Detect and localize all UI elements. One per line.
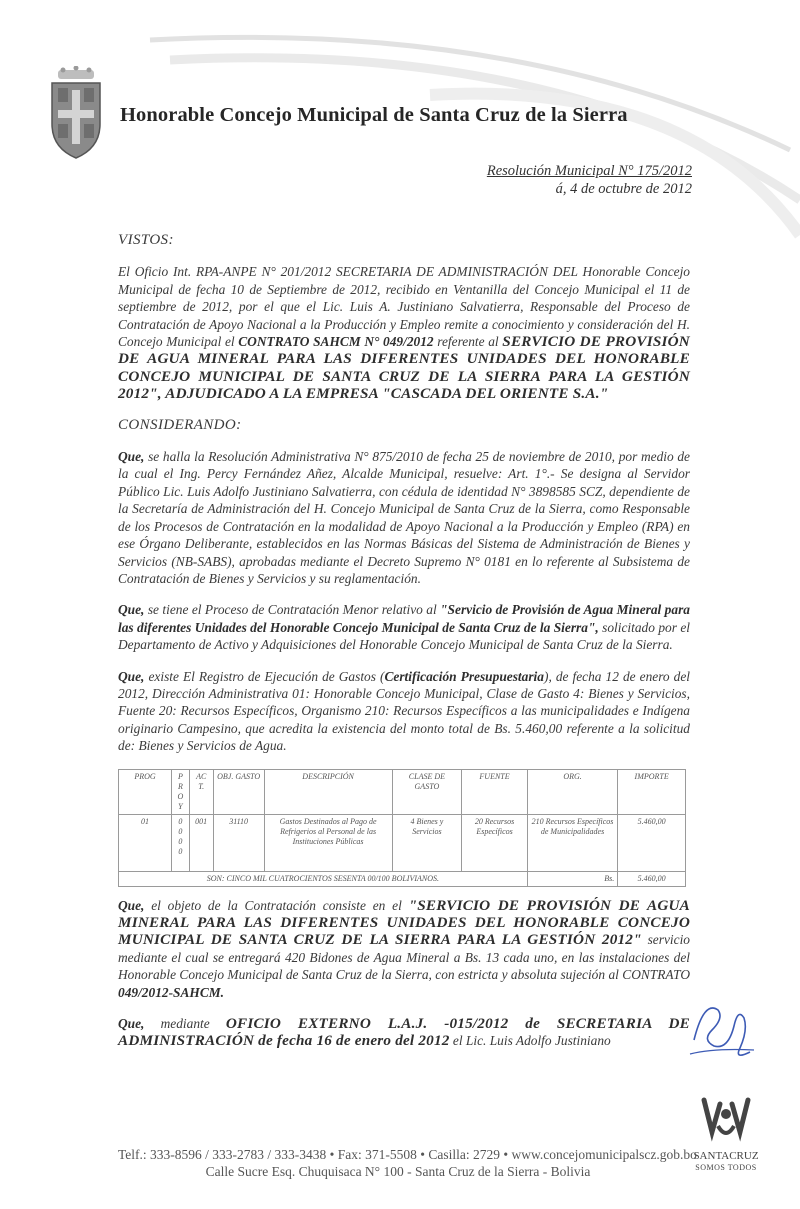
table-row bbox=[119, 814, 686, 871]
header-prog: PROG bbox=[119, 769, 172, 814]
total-in-words: SON: CINCO MIL CUATROCIENTOS SESENTA 00/100 BOLIVIANOS. bbox=[119, 871, 528, 886]
budget-table bbox=[118, 769, 686, 887]
document-body bbox=[118, 232, 690, 1064]
cell-clase: 4 Bienes y Servicios bbox=[392, 814, 462, 871]
considerando-paragraph-3 bbox=[118, 668, 690, 755]
vistos-heading: VISTOS: bbox=[118, 232, 174, 248]
vistos-text: El Oficio Int. RPA-ANPE N° 201/2012 SECRETARIA DE ADMINISTRACIÓN DEL Honorable Concejo Municipal de fecha 10 de Septiembre de 2012, recibido en Ventanilla del Concejo Municipal el 11 de septiembre de 2012, por el que el Lic. Luis A. Justiniano Salvatierra, Responsable del Proceso de Contratación de Apoyo Nacional a la Producción y Empleo remite a conocimiento y consideración del H. Concejo Municipal el bbox=[118, 264, 690, 350]
table-header-row bbox=[119, 769, 686, 814]
que-lead: Que, bbox=[118, 602, 145, 618]
budget-certification: Certificación Presupuestaria bbox=[384, 668, 544, 684]
cell-importe: 5.460,00 bbox=[618, 814, 686, 871]
proy-letter: O bbox=[177, 791, 184, 801]
paragraph-oficio bbox=[118, 1015, 690, 1050]
paragraph-text: existe El Registro de Ejecución de Gastos ( bbox=[148, 668, 385, 684]
resolution-date: á, 4 de octubre de 2012 bbox=[555, 181, 692, 197]
council-title: Honorable Concejo Municipal de Santa Cruz de la Sierra bbox=[120, 104, 628, 126]
resolution-block bbox=[487, 162, 692, 198]
header-proy bbox=[172, 769, 190, 814]
que-lead: Que, bbox=[118, 1016, 145, 1031]
header-importe: IMPORTE bbox=[618, 769, 686, 814]
cell-act: 001 bbox=[189, 814, 213, 871]
vistos-paragraph bbox=[118, 263, 690, 402]
proy-digit: 0 bbox=[178, 846, 183, 856]
paragraph-text: se tiene el Proceso de Contratación Menor relativo al bbox=[147, 602, 437, 618]
table-total-row bbox=[119, 871, 686, 886]
footer-address-line: Calle Sucre Esq. Chuquisaca N° 100 - Santa Cruz de la Sierra - Bolivia bbox=[205, 1164, 591, 1179]
service-name: "Servicio de Provisión de Agua Mineral para las diferentes Unidades del Honorable Concejo Municipal de Santa Cruz de la Sierra", bbox=[118, 602, 690, 635]
signature-icon bbox=[684, 990, 758, 1064]
proy-digit: 0 bbox=[178, 826, 183, 836]
total-amount: 5.460,00 bbox=[618, 871, 686, 886]
logo-slogan: SOMOS TODOS bbox=[695, 1163, 757, 1172]
logo-name: SANTACRUZ bbox=[693, 1150, 759, 1162]
service-title: "SERVICIO DE PROVISIÓN DE AGUA MINERAL PARA LAS DIFERENTES UNIDADES DEL HONORABLE CONCEJO MUNICIPAL DE SANTA CRUZ DE LA SIERRA PARA LA GESTIÓN 2012" bbox=[118, 896, 690, 949]
considerando-paragraph-1 bbox=[118, 448, 690, 587]
header-fuente: FUENTE bbox=[462, 769, 528, 814]
header-desc: DESCRIPCIÓN bbox=[264, 769, 392, 814]
paragraph-text: solicitado por el Departamento de Activo y Adquisiciones del Honorable Concejo Municipal de Santa Cruz de la Sierra. bbox=[118, 619, 690, 653]
considerando-paragraph-2 bbox=[118, 601, 690, 653]
coat-of-arms-icon bbox=[46, 66, 106, 160]
cell-obj: 31110 bbox=[213, 814, 264, 871]
cell-prog: 01 bbox=[119, 814, 172, 871]
paragraph-text: mediante bbox=[160, 1016, 210, 1031]
oficio-reference: OFICIO EXTERNO L.A.J. -015/2012 de SECRETARIA DE ADMINISTRACIÓN de fecha 16 de enero del 2012 bbox=[118, 1015, 690, 1050]
paragraph-text: servicio mediante el cual se entregará 420 Bidones de Agua Mineral a Bs. 13 cada uno, en las instalaciones del Honorable Concejo Municipal de Santa Cruz de la Sierra, con estricta y absoluta sujeción al CONTRATO bbox=[118, 932, 690, 983]
footer-contact bbox=[118, 1146, 697, 1180]
cell-proy bbox=[172, 814, 190, 871]
proy-digit: 0 bbox=[178, 816, 183, 826]
cell-desc: Gastos Destinados al Pago de Refrigerios al Personal de las Instituciones Públicas bbox=[264, 814, 392, 871]
service-title: SERVICIO DE PROVISIÓN DE AGUA MINERAL PARA LAS DIFERENTES UNIDADES DEL HONORABLE CONCEJO MUNICIPAL DE SANTA CRUZ DE LA SIERRA PARA LA GESTIÓN 2012", ADJUDICADO A LA EMPRESA "CASCADA DEL ORIENTE S.A." bbox=[118, 333, 690, 403]
proy-letter: Y bbox=[178, 801, 183, 811]
header-act: AC T. bbox=[189, 769, 213, 814]
footer-contact-line: Telf.: 333-8596 / 333-2783 / 333-3438 • Fax: 371-5508 • Casilla: 2729 • www.concejomunicipalscz.gob.bo bbox=[118, 1147, 697, 1162]
paragraph-text: se halla la Resolución Administrativa N° 875/2010 de fecha 25 de noviembre de 2010, por medio de la cual el Ing. Percy Fernández Añez, Alcalde Municipal, resuelve: Art. 1°.- Se designa al Servidor Público Lic. Luis Adolfo Justiniano Salvatierra, con cédula de identidad N° 3898585 SCZ, dependiente de la Secretaría de Administración del H. Concejo Municipal de Santa Cruz de la Sierra, como Responsable de los Procesos de Contratación en la modalidad de Apoyo Nacional a la Producción y Empleo (RPA) en ese Órgano Deliberante, establecidos en las Normas Básicas del Sistema de Administración de Bienes y Servicios (NB-SABS), aprobadas mediante el Decreto Supremo N° 0181 en lo referente al Subsistema de Contratación de Bienes y Servicios y su reglamentación. bbox=[118, 449, 690, 586]
vistos-text-connector: referente al bbox=[437, 334, 499, 350]
proy-digit: 0 bbox=[178, 836, 183, 846]
total-currency: Bs. bbox=[527, 871, 618, 886]
que-lead: Que, bbox=[118, 897, 145, 913]
que-lead: Que, bbox=[118, 668, 145, 684]
contract-reference: CONTRATO SAHCM N° 049/2012 bbox=[238, 334, 434, 350]
considerando-heading: CONSIDERANDO: bbox=[118, 416, 242, 433]
proy-letter: R bbox=[177, 781, 183, 791]
paragraph-object bbox=[118, 897, 690, 1001]
header-swoosh bbox=[0, 0, 800, 260]
header-org: ORG. bbox=[527, 769, 618, 814]
cell-org: 210 Recursos Específicos de Municipalidades bbox=[527, 814, 618, 871]
resolution-number: Resolución Municipal N° 175/2012 bbox=[486, 163, 692, 179]
header-clase: CLASE DE GASTO bbox=[392, 769, 462, 814]
paragraph-text: el objeto de la Contratación consiste en el bbox=[151, 897, 402, 913]
paragraph-text: ), de fecha 12 de enero del 2012, Dirección Administrativa 01: Honorable Concejo Municipal, Clase de Gasto 4: Bienes y Servicios, Fuente 20: Recursos Específicos, Organismo 210: Recursos Específicos a las municipalidades e Indígena originario Campesino, que acredita la existencia del monto total de Bs. 5.460,00 referente a la solicitud de: Bienes y Servicios de Agua. bbox=[118, 668, 691, 754]
que-lead: Que, bbox=[118, 449, 145, 465]
cell-fuente: 20 Recursos Específicos bbox=[462, 814, 528, 871]
header-obj: OBJ. GASTO bbox=[213, 769, 264, 814]
proy-letter: P bbox=[178, 771, 183, 781]
paragraph-text: el Lic. Luis Adolfo Justiniano bbox=[452, 1033, 611, 1049]
contract-reference: 049/2012-SAHCM. bbox=[118, 984, 225, 1000]
